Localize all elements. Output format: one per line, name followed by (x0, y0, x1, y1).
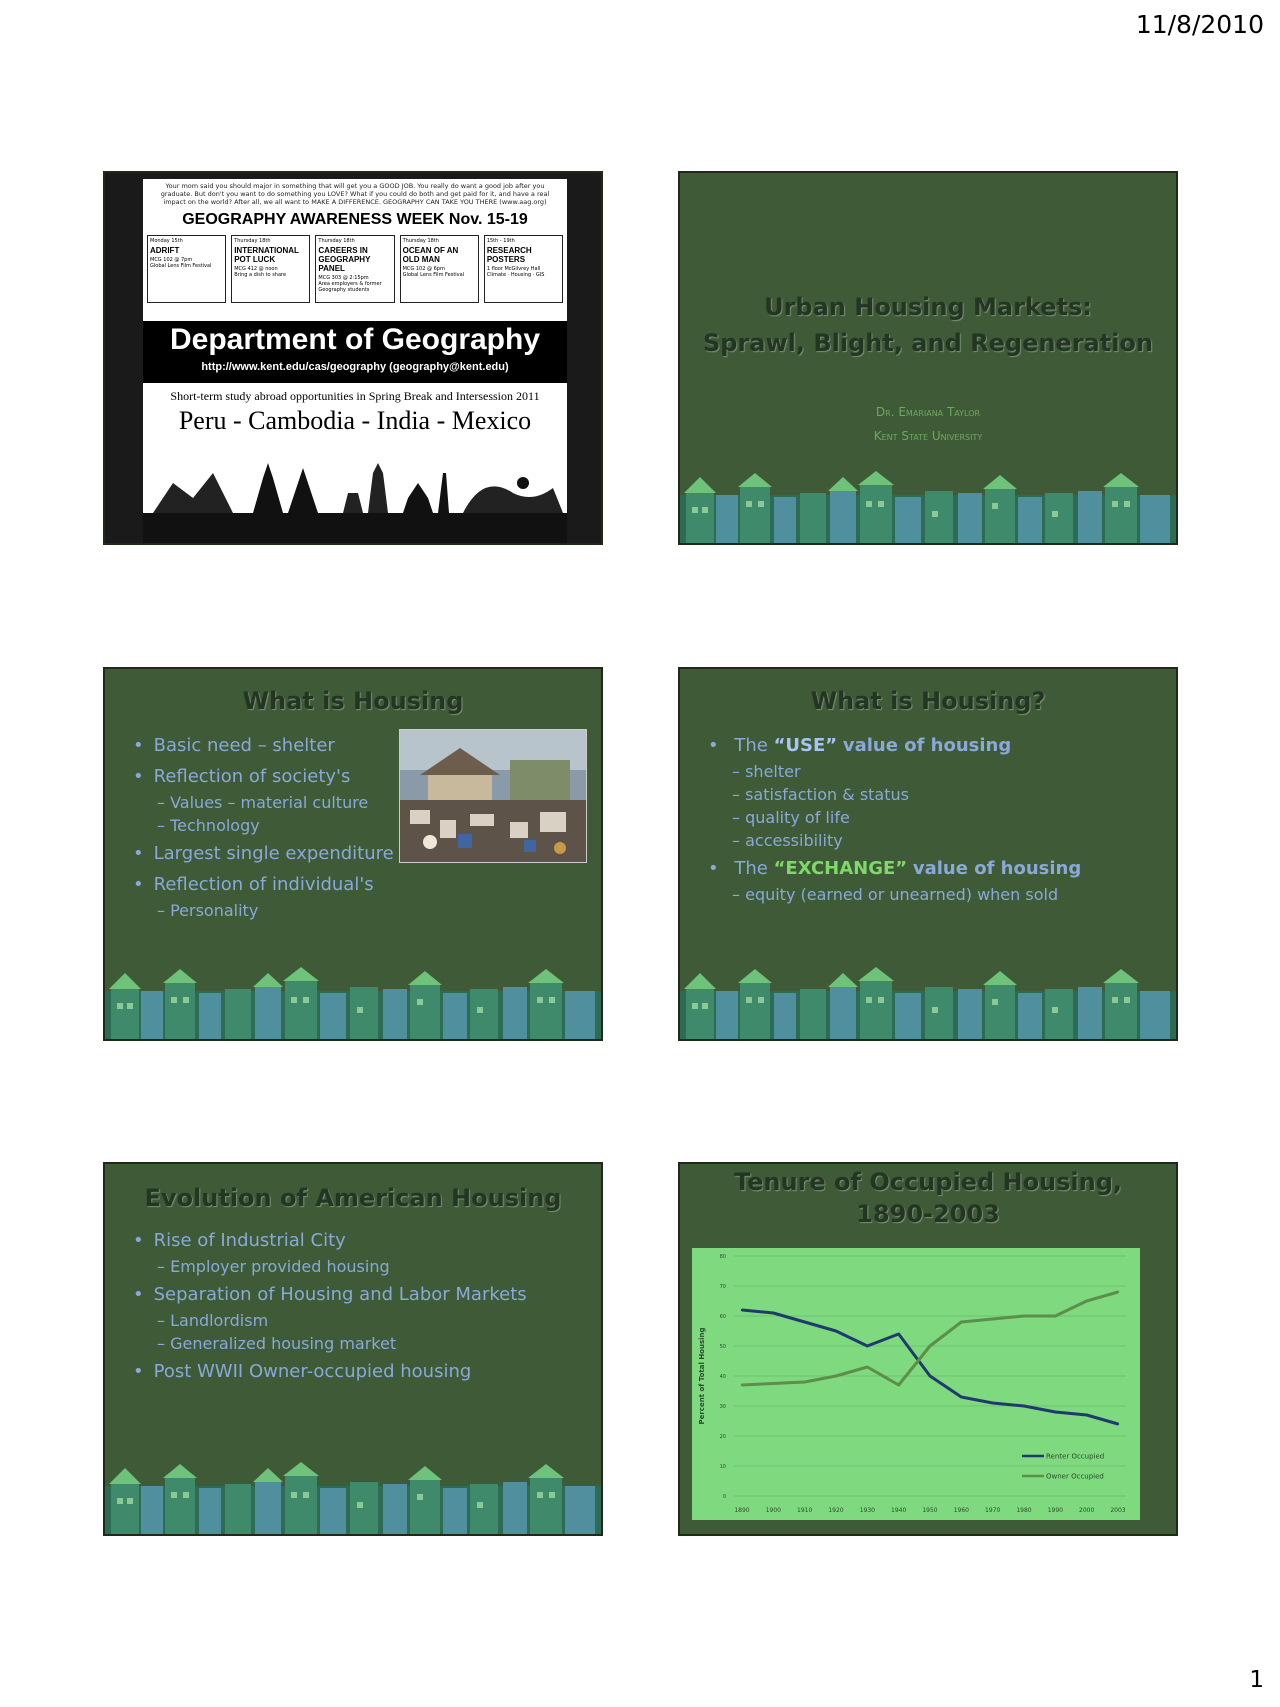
sub-bullet-item: – Technology (157, 816, 573, 835)
slide-tenure-chart (678, 1162, 1178, 1536)
data-point (1085, 1300, 1087, 1302)
data-point (803, 1381, 805, 1383)
y-tick-label: 70 (719, 1284, 726, 1290)
exchange-keyword: “EXCHANGE” (773, 858, 908, 879)
x-tick-label: 1940 (891, 1507, 907, 1514)
slide-title: Evolution of American Housing (144, 1184, 562, 1212)
data-point (1054, 1315, 1056, 1317)
data-point (1085, 1414, 1087, 1416)
flyer-department-banner (143, 321, 567, 383)
page-date: 11/8/2010 (1135, 10, 1264, 39)
sub-bullet-item: – Generalized housing market (157, 1334, 573, 1353)
tenure-line-chart (692, 1248, 1140, 1520)
data-point (1117, 1423, 1119, 1425)
event-card: Thursday 18th OCEAN OF AN OLD MAN MCG 102 @ 6pm Global Lens Film Festival (400, 235, 479, 303)
institution-name: Kent State University (873, 429, 983, 443)
sub-bullet-item: – quality of life (732, 808, 1148, 827)
data-point (991, 1402, 993, 1404)
y-tick-label: 30 (719, 1404, 726, 1410)
x-tick-label: 1920 (828, 1507, 844, 1514)
countries-list: Peru - Cambodia - India - Mexico (178, 406, 532, 435)
sub-bullet-item: – satisfaction & status (732, 785, 1148, 804)
data-point (741, 1309, 743, 1311)
x-tick-label: 1960 (953, 1507, 969, 1514)
event-card: Monday 15th ADRIFT MCG 102 @ 7pm Global Lens Film Festival (147, 235, 226, 303)
y-axis-label: Percent of Total Housing (698, 1327, 706, 1425)
sub-bullet-item: – Personality (157, 901, 573, 920)
page-number: 1 (1249, 1667, 1264, 1693)
data-point (772, 1312, 774, 1314)
data-point (772, 1382, 774, 1384)
slide-title: What is Housing? (810, 687, 1046, 715)
data-point (1023, 1315, 1025, 1317)
bullet-list (708, 735, 1148, 912)
author-name: Dr. Emariana Taylor (875, 405, 981, 419)
legend-label: Renter Occupied (1046, 1452, 1105, 1461)
x-tick-label: 2003 (1110, 1507, 1126, 1514)
bullet-item: • Largest single expenditure (133, 843, 573, 864)
x-tick-label: 1930 (859, 1507, 875, 1514)
data-point (835, 1330, 837, 1332)
chart-title-line1: Tenure of Occupied Housing, (733, 1168, 1123, 1196)
houses-border (680, 471, 1176, 543)
y-tick-label: 40 (719, 1374, 726, 1380)
bullet-use-value: • The “USE” value of housing (708, 735, 1148, 756)
houses-border (105, 967, 601, 1039)
bullet-list (133, 1230, 573, 1392)
x-tick-label: 2000 (1079, 1507, 1095, 1514)
data-point (960, 1321, 962, 1323)
bullet-item: • Rise of Industrial City (133, 1230, 573, 1251)
data-point (835, 1375, 837, 1377)
flyer-study-abroad (143, 383, 567, 543)
data-point (1023, 1405, 1025, 1407)
data-point (741, 1384, 743, 1386)
x-tick-label: 1900 (765, 1507, 781, 1514)
event-card: 15th - 19th RESEARCH POSTERS 1 floor McGilvrey Hall Climate · Housing · GIS (484, 235, 563, 303)
sub-bullet-item: – Employer provided housing (157, 1257, 573, 1276)
department-title: Department of Geography (169, 323, 541, 356)
landmarks-illustration (143, 453, 567, 543)
slide-evolution-housing (103, 1162, 603, 1536)
bullet-item: • Basic need – shelter (133, 735, 573, 756)
data-point (1117, 1291, 1119, 1293)
event-card: Thursday 18th INTERNATIONAL POT LUCK MCG 412 @ noon Bring a dish to share (231, 235, 310, 303)
data-point (866, 1345, 868, 1347)
x-tick-label: 1980 (1016, 1507, 1032, 1514)
houses-border (105, 1462, 601, 1534)
data-point (929, 1375, 931, 1377)
y-tick-label: 60 (719, 1314, 726, 1320)
slide-geography-flyer (103, 171, 603, 545)
x-tick-label: 1990 (1047, 1507, 1063, 1514)
household-possessions-photo (399, 729, 587, 863)
chart-title-line2: 1890-2003 (856, 1200, 1000, 1228)
slide-what-is-housing-values (678, 667, 1178, 1041)
y-tick-label: 50 (719, 1344, 726, 1350)
y-tick-label: 20 (719, 1434, 726, 1440)
x-tick-label: 1970 (985, 1507, 1001, 1514)
bullet-item: • Reflection of individual's (133, 874, 573, 895)
sub-bullet-item: – Values – material culture (157, 793, 573, 812)
slide-title: What is Housing (242, 687, 464, 715)
data-point (803, 1321, 805, 1323)
department-url: http://www.kent.edu/cas/geography (geography@kent.edu) (201, 361, 509, 373)
bullet-item: • Post WWII Owner-occupied housing (133, 1361, 573, 1382)
use-keyword: “USE” (773, 735, 838, 756)
sub-bullet-item: – accessibility (732, 831, 1148, 850)
flyer-week-title: GEOGRAPHY AWARENESS WEEK Nov. 15-19 (182, 211, 528, 228)
sub-bullet-item: – Landlordism (157, 1311, 573, 1330)
bullet-item: • Reflection of society's (133, 766, 573, 787)
bullet-exchange-value: • The “EXCHANGE” value of housing (708, 858, 1148, 879)
flyer-events (147, 235, 563, 303)
slide-what-is-housing (103, 667, 603, 1041)
data-point (1054, 1411, 1056, 1413)
legend-label: Owner Occupied (1046, 1472, 1104, 1481)
study-abroad-line: Short-term study abroad opportunities in Spring Break and Intersession 2011 (170, 389, 540, 403)
data-point (991, 1318, 993, 1320)
x-tick-label: 1890 (734, 1507, 750, 1514)
data-point (897, 1384, 899, 1386)
data-point (866, 1366, 868, 1368)
slide-title (678, 171, 1178, 545)
event-card: Thursday 18th CAREERS IN GEOGRAPHY PANEL MCG 303 @ 2:15pm Area employers & former Geography students (315, 235, 394, 303)
x-tick-label: 1950 (922, 1507, 938, 1514)
data-point (929, 1345, 931, 1347)
x-tick-label: 1910 (797, 1507, 813, 1514)
y-tick-label: 10 (719, 1464, 726, 1470)
flyer-intro-text: Your mom said you should major in something that will get you a GOOD JOB. You really do want a good job after you graduate. But don't you want to do something you LOVE? What if you could do both and get paid for it, and have a real impact on the world? After all, we all want to MAKE A DIFFERENCE. GEOGRAPHY CAN TAKE YOU THERE (www.aag.org) (160, 182, 550, 206)
bullet-item: • Separation of Housing and Labor Markets (133, 1284, 573, 1305)
slide-title-line1: Urban Housing Markets: (764, 293, 1092, 321)
y-tick-label: 80 (719, 1254, 726, 1260)
y-tick-label: 0 (722, 1494, 726, 1500)
sub-bullet-item: – shelter (732, 762, 1148, 781)
data-point (897, 1333, 899, 1335)
sub-bullet-item: – equity (earned or unearned) when sold (732, 885, 1148, 904)
houses-border (680, 967, 1176, 1039)
slide-title-line2: Sprawl, Blight, and Regeneration (702, 329, 1154, 357)
data-point (960, 1396, 962, 1398)
